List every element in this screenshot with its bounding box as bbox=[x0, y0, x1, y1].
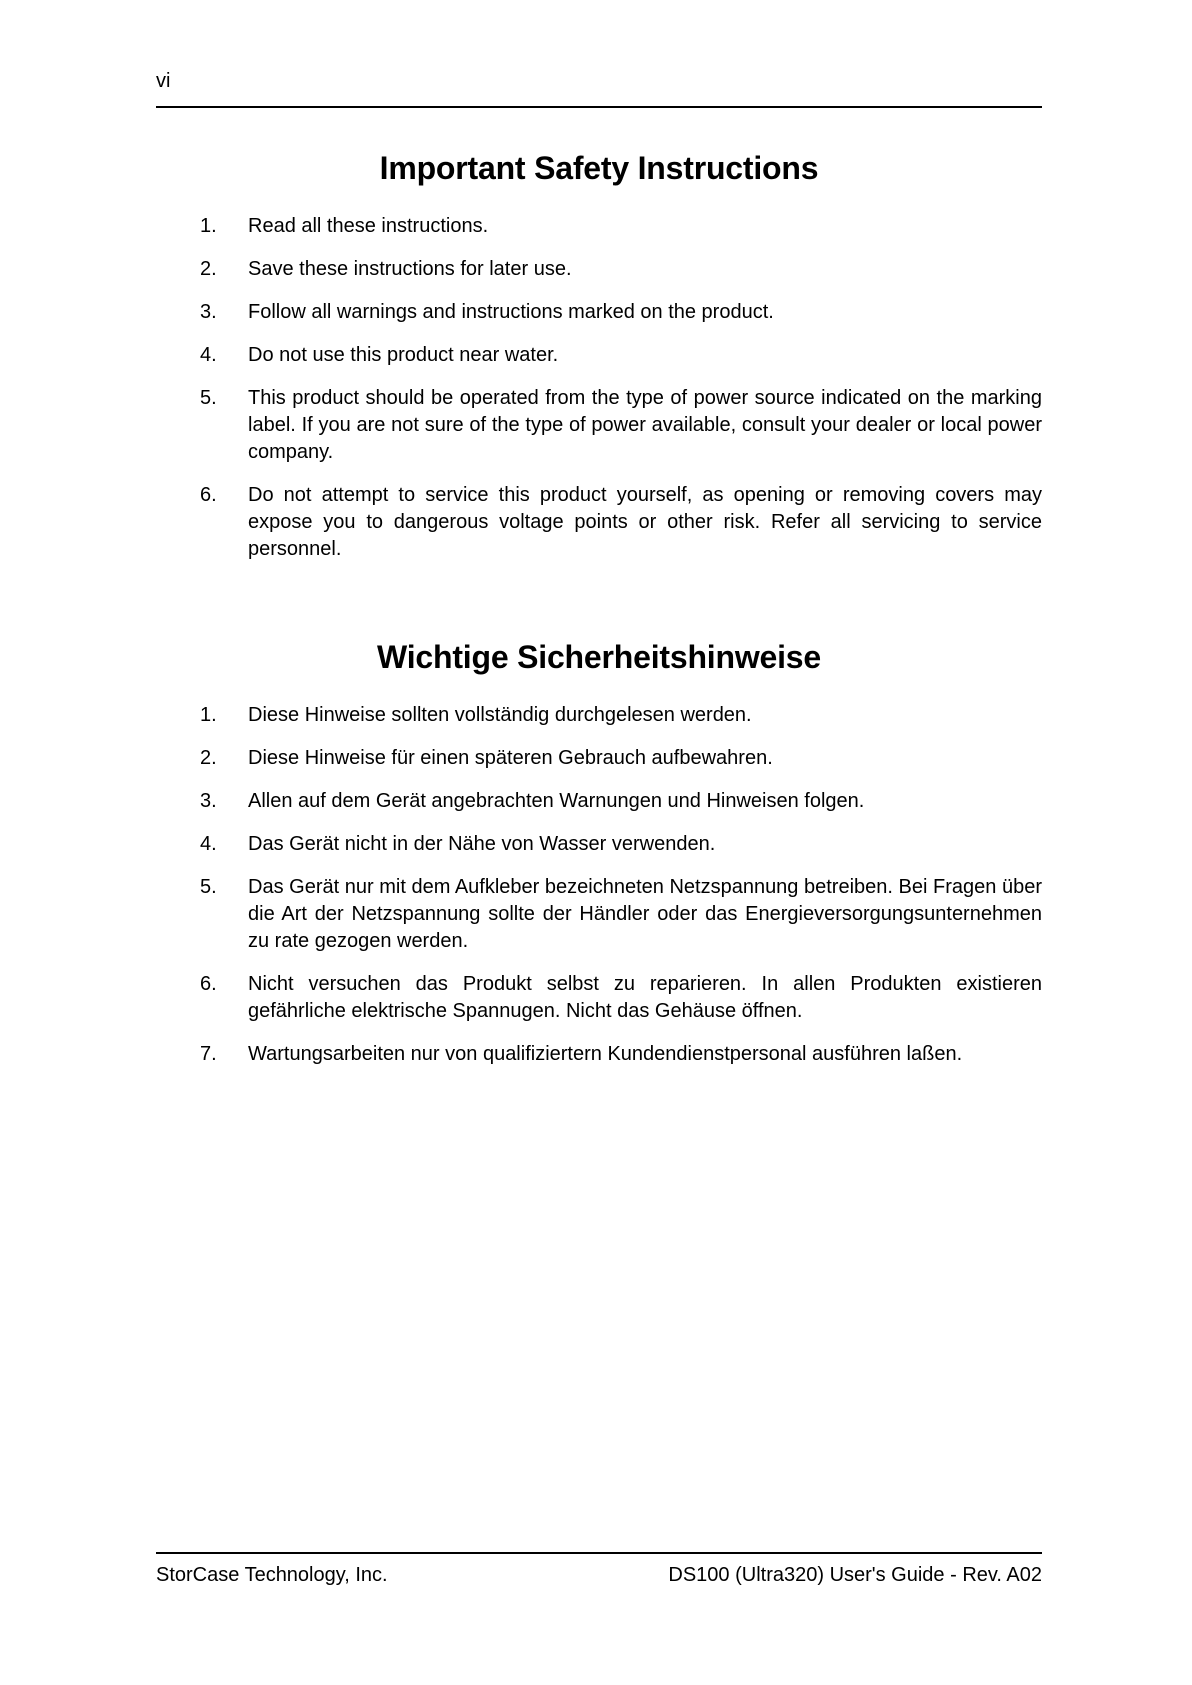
item-text: Nicht versuchen das Produkt selbst zu reparieren. In allen Produkten existieren gefährliche elektrische Spannugen. Nicht das Gehäuse öffnen. bbox=[248, 973, 1042, 1022]
list-item bbox=[156, 831, 1042, 858]
item-number: 3. bbox=[200, 301, 217, 323]
item-text: Das Gerät nur mit dem Aufkleber bezeichneten Netzspannung betreiben. Bei Fragen über die Art der Netzspannung sollte der Händler oder das Energieversorgungsunternehmen zu rate gezogen werden. bbox=[248, 876, 1042, 952]
page-footer bbox=[156, 1552, 1042, 1587]
item-number: 3. bbox=[200, 790, 217, 812]
instruction-list bbox=[156, 213, 1042, 563]
item-number: 5. bbox=[200, 876, 217, 898]
item-number: 4. bbox=[200, 833, 217, 855]
list-item bbox=[156, 971, 1042, 1025]
item-number: 7. bbox=[200, 1043, 217, 1065]
section-title: Wichtige Sicherheitshinweise bbox=[376, 639, 821, 675]
section-title: Important Safety Instructions bbox=[379, 150, 819, 186]
item-number: 2. bbox=[200, 258, 217, 280]
list-item bbox=[156, 1041, 1042, 1068]
list-item bbox=[156, 385, 1042, 466]
instruction-list bbox=[156, 702, 1042, 1068]
item-number: 1. bbox=[200, 704, 217, 726]
item-number: 4. bbox=[200, 344, 217, 366]
list-item bbox=[156, 342, 1042, 369]
list-item bbox=[156, 788, 1042, 815]
item-text: Allen auf dem Gerät angebrachten Warnungen und Hinweisen folgen. bbox=[248, 790, 865, 812]
item-number: 2. bbox=[200, 747, 217, 769]
item-text: Das Gerät nicht in der Nähe von Wasser verwenden. bbox=[248, 833, 716, 855]
item-text: Diese Hinweise sollten vollständig durchgelesen werden. bbox=[248, 704, 752, 726]
item-text: Diese Hinweise für einen späteren Gebrauch aufbewahren. bbox=[248, 747, 773, 769]
item-number: 6. bbox=[200, 973, 217, 995]
item-number: 1. bbox=[200, 215, 217, 237]
footer-guide-title: DS100 (Ultra320) User's Guide - Rev. A02 bbox=[668, 1564, 1042, 1586]
item-number: 6. bbox=[200, 484, 217, 506]
item-number: 5. bbox=[200, 387, 217, 409]
list-item bbox=[156, 256, 1042, 283]
item-text: Save these instructions for later use. bbox=[248, 258, 572, 280]
item-text: This product should be operated from the type of power source indicated on the marking label. If you are not sure of the type of power available, consult your dealer or local power company. bbox=[248, 387, 1042, 463]
item-text: Do not attempt to service this product yourself, as opening or removing covers may expose you to dangerous voltage points or other risk. Refer all servicing to service personnel. bbox=[248, 484, 1042, 560]
page-number: vi bbox=[156, 70, 171, 92]
list-item bbox=[156, 482, 1042, 563]
page-header bbox=[156, 68, 1042, 108]
footer-company: StorCase Technology, Inc. bbox=[156, 1564, 388, 1586]
list-item bbox=[156, 213, 1042, 240]
german-safety-section bbox=[156, 639, 1042, 1068]
item-text: Read all these instructions. bbox=[248, 215, 489, 237]
item-text: Do not use this product near water. bbox=[248, 344, 559, 366]
english-safety-section bbox=[156, 150, 1042, 563]
item-text: Wartungsarbeiten nur von qualifiziertern Kundendienstpersonal ausführen laßen. bbox=[248, 1043, 963, 1065]
list-item bbox=[156, 299, 1042, 326]
document-body bbox=[156, 150, 1042, 1084]
item-text: Follow all warnings and instructions marked on the product. bbox=[248, 301, 774, 323]
list-item bbox=[156, 745, 1042, 772]
list-item bbox=[156, 874, 1042, 955]
list-item bbox=[156, 702, 1042, 729]
